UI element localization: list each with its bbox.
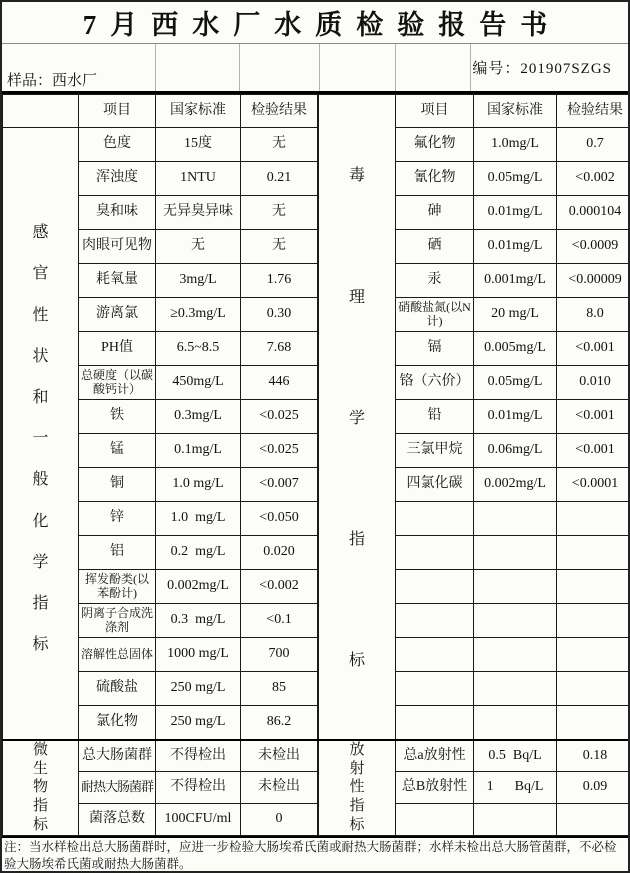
result-cell: 未检出 (241, 772, 318, 804)
item-cell: 锌 (79, 502, 156, 536)
result-cell (557, 570, 630, 604)
left-table (2, 94, 318, 836)
result-cell: 446 (241, 366, 318, 400)
standard-cell: 0.01mg/L (474, 196, 557, 230)
standard-cell: 1NTU (156, 162, 241, 196)
grid-line (239, 44, 240, 91)
item-cell: 溶解性总固体 (79, 638, 156, 672)
standard-cell: 0.001mg/L (474, 264, 557, 298)
category-label-microbial: 微 生 物 指 标 (32, 741, 48, 833)
table-row (3, 740, 318, 772)
sample-label: 样品：西水厂 (7, 73, 98, 89)
standard-cell: 0.05mg/L (474, 366, 557, 400)
col-header-item: 项目 (79, 95, 156, 128)
serial-number: 编号：201907SZGS (472, 61, 612, 77)
grid-line (470, 44, 471, 91)
item-cell: 总硬度（以碳酸钙计） (79, 366, 156, 400)
standard-cell: 0.3 mg/L (156, 604, 241, 638)
standard-cell: 250 mg/L (156, 706, 241, 740)
result-cell: 700 (241, 638, 318, 672)
col-header-result: 检验结果 (557, 95, 630, 128)
standard-cell: 20 mg/L (474, 298, 557, 332)
result-cell (557, 706, 630, 740)
standard-cell: 0.002mg/L (474, 468, 557, 502)
result-cell: 0.010 (557, 366, 630, 400)
right-table (318, 94, 630, 836)
item-cell (396, 570, 474, 604)
item-cell (396, 804, 474, 836)
item-cell: PH值 (79, 332, 156, 366)
result-cell: <0.001 (557, 400, 630, 434)
result-cell: <0.002 (557, 162, 630, 196)
page-title: 7月西水厂水质检验报告书 (82, 10, 562, 40)
item-cell: 硫酸盐 (79, 672, 156, 706)
standard-cell (474, 502, 557, 536)
table-row (319, 740, 630, 772)
col-header-standard: 国家标准 (474, 95, 557, 128)
standard-cell: 1.0 mg/L (156, 502, 241, 536)
result-cell: <0.050 (241, 502, 318, 536)
footnote: 注：当水样检出总大肠菌群时，应进一步检验大肠埃希氏菌或耐热大肠菌群；水样未检出总大肠管菌群，不必检验大肠埃希氏菌或耐热大肠菌群。 (2, 836, 628, 870)
result-cell (557, 536, 630, 570)
result-cell: 0.000104 (557, 196, 630, 230)
result-cell: <0.001 (557, 434, 630, 468)
item-cell: 总a放射性 (396, 740, 474, 772)
item-cell: 硒 (396, 230, 474, 264)
item-cell: 耗氧量 (79, 264, 156, 298)
result-cell (557, 604, 630, 638)
standard-cell: 1.0 mg/L (156, 468, 241, 502)
item-cell: 游离氯 (79, 298, 156, 332)
col-header-result: 检验结果 (241, 95, 318, 128)
standard-cell: 不得检出 (156, 772, 241, 804)
standard-cell: 1000 mg/L (156, 638, 241, 672)
result-cell: 8.0 (557, 298, 630, 332)
item-cell: 三氯甲烷 (396, 434, 474, 468)
result-cell (557, 672, 630, 706)
result-cell: 0.18 (557, 740, 630, 772)
header-row (319, 95, 630, 128)
standard-cell: 0.1mg/L (156, 434, 241, 468)
info-strip (2, 44, 628, 94)
item-cell: 肉眼可见物 (79, 230, 156, 264)
category-label-sensory: 感 官 性 状 和 一 般 化 学 指 标 (32, 224, 49, 654)
result-cell (557, 638, 630, 672)
item-cell: 挥发酚类(以苯酚计) (79, 570, 156, 604)
standard-cell (474, 570, 557, 604)
standard-cell (474, 672, 557, 706)
result-cell (557, 502, 630, 536)
table-row (3, 128, 318, 162)
standard-cell: 0.01mg/L (474, 400, 557, 434)
standard-cell: 0.06mg/L (474, 434, 557, 468)
standard-cell: 1 Bq/L (474, 772, 557, 804)
item-cell (396, 502, 474, 536)
result-cell: <0.025 (241, 434, 318, 468)
result-cell: <0.007 (241, 468, 318, 502)
header-row (3, 95, 318, 128)
result-cell: 85 (241, 672, 318, 706)
result-cell: 0.7 (557, 128, 630, 162)
item-cell: 臭和味 (79, 196, 156, 230)
grid-line (155, 44, 156, 91)
result-cell: 7.68 (241, 332, 318, 366)
standard-cell: 250 mg/L (156, 672, 241, 706)
standard-cell: ≥0.3mg/L (156, 298, 241, 332)
standard-cell: 1.0mg/L (474, 128, 557, 162)
item-cell: 菌落总数 (79, 804, 156, 836)
standard-cell (474, 804, 557, 836)
standard-cell (474, 536, 557, 570)
standard-cell (474, 604, 557, 638)
category-cell-sensory (3, 128, 79, 740)
col-header-item: 项目 (396, 95, 474, 128)
item-cell: 氟化物 (396, 128, 474, 162)
item-cell (396, 638, 474, 672)
item-cell: 铅 (396, 400, 474, 434)
item-cell: 色度 (79, 128, 156, 162)
standard-cell: 0.005mg/L (474, 332, 557, 366)
result-cell (557, 804, 630, 836)
standard-cell: 0.2 mg/L (156, 536, 241, 570)
item-cell (396, 672, 474, 706)
category-cell-radioactivity (319, 740, 396, 836)
standard-cell: 0.05mg/L (474, 162, 557, 196)
result-cell: <0.002 (241, 570, 318, 604)
item-cell: 四氯化碳 (396, 468, 474, 502)
item-cell: 铬（六价） (396, 366, 474, 400)
result-cell: 无 (241, 230, 318, 264)
item-cell: 铁 (79, 400, 156, 434)
item-cell: 铜 (79, 468, 156, 502)
item-cell: 锰 (79, 434, 156, 468)
item-cell: 镉 (396, 332, 474, 366)
title-bar (2, 2, 628, 44)
result-cell: 无 (241, 128, 318, 162)
result-cell: <0.001 (557, 332, 630, 366)
item-cell: 氰化物 (396, 162, 474, 196)
standard-cell: 0.002mg/L (156, 570, 241, 604)
standard-cell: 15度 (156, 128, 241, 162)
category-cell-toxicology (319, 95, 396, 740)
grid-line (395, 44, 396, 91)
result-cell: 0.09 (557, 772, 630, 804)
standard-cell: 无 (156, 230, 241, 264)
item-cell (396, 706, 474, 740)
standard-cell: 0.3mg/L (156, 400, 241, 434)
col-header-standard: 国家标准 (156, 95, 241, 128)
category-label-toxicology: 毒 理 学 指 标 (348, 167, 365, 670)
result-cell: 0 (241, 804, 318, 836)
result-cell: 0.020 (241, 536, 318, 570)
result-cell: 未检出 (241, 740, 318, 772)
standard-cell: 0.01mg/L (474, 230, 557, 264)
result-cell: 0.30 (241, 298, 318, 332)
standard-cell (474, 638, 557, 672)
standard-cell: 无异臭异味 (156, 196, 241, 230)
result-cell: 86.2 (241, 706, 318, 740)
item-cell: 铝 (79, 536, 156, 570)
result-cell: <0.0009 (557, 230, 630, 264)
result-cell: <0.1 (241, 604, 318, 638)
item-cell: 汞 (396, 264, 474, 298)
result-cell: <0.0001 (557, 468, 630, 502)
item-cell: 总B放射性 (396, 772, 474, 804)
category-label-radioactivity: 放 射 性 指 标 (349, 741, 365, 833)
standard-cell: 3mg/L (156, 264, 241, 298)
item-cell: 砷 (396, 196, 474, 230)
grid-line (319, 44, 320, 91)
item-cell: 氯化物 (79, 706, 156, 740)
category-header-cell (3, 95, 79, 128)
item-cell: 阴离子合成洗涤剂 (79, 604, 156, 638)
result-cell: <0.00009 (557, 264, 630, 298)
item-cell (396, 536, 474, 570)
item-cell: 总大肠菌群 (79, 740, 156, 772)
result-cell: 0.21 (241, 162, 318, 196)
result-cell: <0.025 (241, 400, 318, 434)
standard-cell: 100CFU/ml (156, 804, 241, 836)
standard-cell: 450mg/L (156, 366, 241, 400)
report-table (2, 94, 628, 836)
item-cell (396, 604, 474, 638)
result-cell: 1.76 (241, 264, 318, 298)
standard-cell: 不得检出 (156, 740, 241, 772)
result-cell: 无 (241, 196, 318, 230)
item-cell: 浑浊度 (79, 162, 156, 196)
standard-cell (474, 706, 557, 740)
standard-cell: 0.5 Bq/L (474, 740, 557, 772)
item-cell: 硝酸盐氮(以N计) (396, 298, 474, 332)
item-cell: 耐热大肠菌群 (79, 772, 156, 804)
category-cell-microbial (3, 740, 79, 836)
standard-cell: 6.5~8.5 (156, 332, 241, 366)
